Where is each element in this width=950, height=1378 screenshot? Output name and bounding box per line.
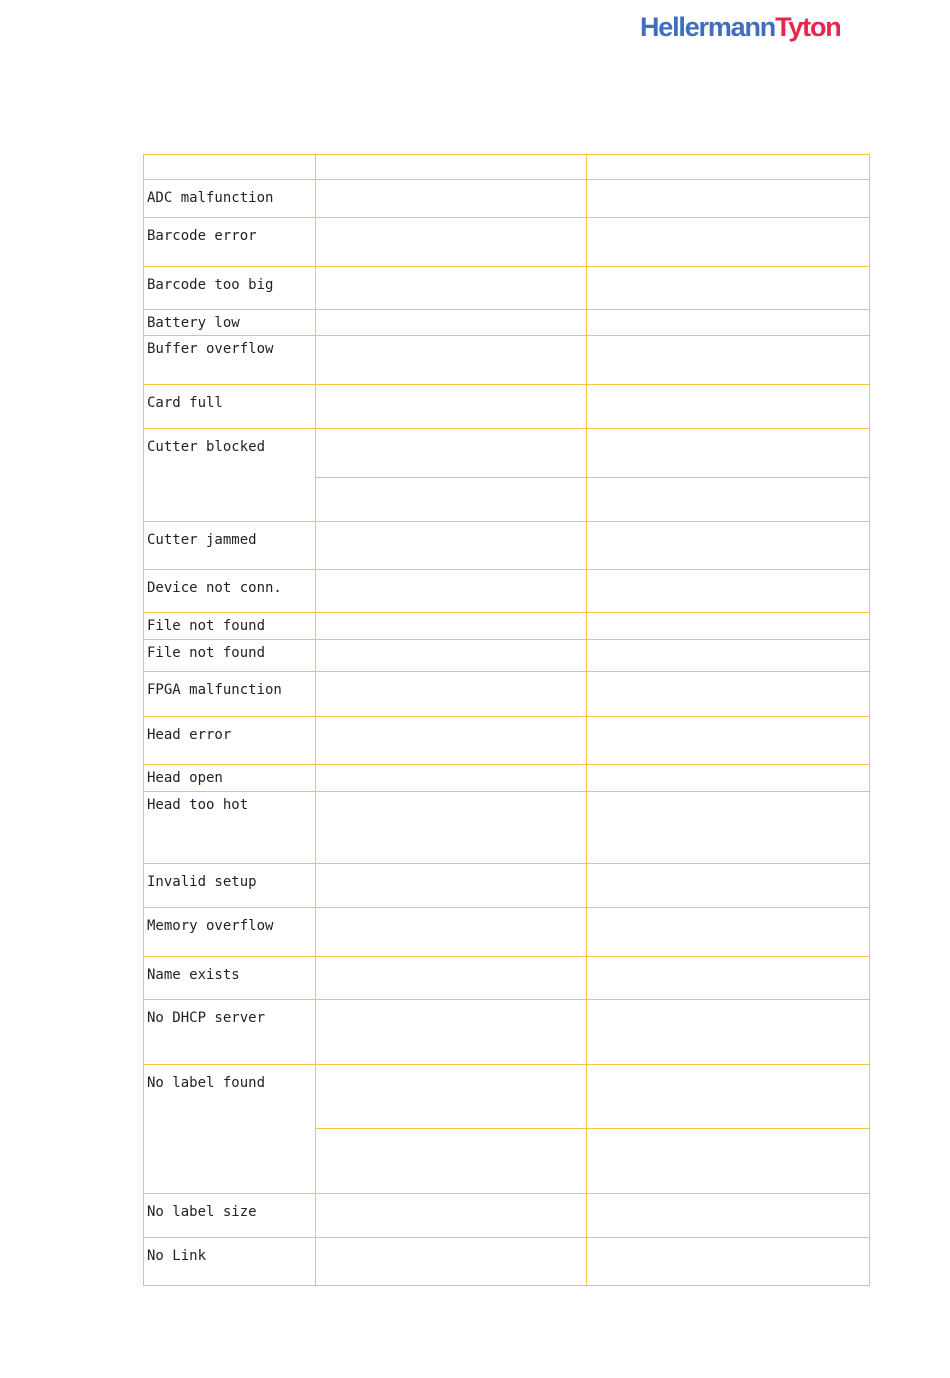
header-cell-1	[144, 155, 316, 180]
error-message-cell: Barcode too big	[144, 267, 316, 310]
table-row	[144, 570, 870, 613]
error-message-cell: Barcode error	[144, 218, 316, 267]
error-message-cell: Invalid setup	[144, 864, 316, 908]
table-row	[144, 957, 870, 1000]
table-row	[144, 429, 870, 478]
table-row	[144, 267, 870, 310]
error-message-cell: File not found	[144, 640, 316, 672]
table-row	[144, 1194, 870, 1238]
table-row	[144, 1000, 870, 1065]
error-message-cell: Card full	[144, 385, 316, 429]
error-message-cell: Cutter blocked	[144, 429, 316, 522]
error-message-cell: Memory overflow	[144, 908, 316, 957]
error-message-cell: FPGA malfunction	[144, 672, 316, 717]
error-message-cell: ADC malfunction	[144, 180, 316, 218]
table-row	[144, 613, 870, 640]
error-message-cell: No Link	[144, 1238, 316, 1286]
header-cell-3	[587, 155, 870, 180]
table-row	[144, 218, 870, 267]
table-row	[144, 336, 870, 385]
error-messages-table	[143, 154, 870, 1286]
error-message-cell: Cutter jammed	[144, 522, 316, 570]
error-message-cell: Head open	[144, 765, 316, 792]
table-row	[144, 180, 870, 218]
table-row	[144, 672, 870, 717]
error-message-cell: Device not conn.	[144, 570, 316, 613]
hellermanntyton-logo: HellermannTyton	[640, 12, 841, 42]
error-message-cell: Head error	[144, 717, 316, 765]
error-message-cell: File not found	[144, 613, 316, 640]
error-message-cell: No label found	[144, 1065, 316, 1194]
table-row	[144, 792, 870, 864]
header-cell-2	[316, 155, 587, 180]
table-row	[144, 522, 870, 570]
table-row	[144, 908, 870, 957]
error-message-cell: Buffer overflow	[144, 336, 316, 385]
table-row	[144, 765, 870, 792]
table-row	[144, 864, 870, 908]
error-message-cell: Name exists	[144, 957, 316, 1000]
error-message-cell: No DHCP server	[144, 1000, 316, 1065]
table-row	[144, 717, 870, 765]
table-row	[144, 1065, 870, 1129]
error-message-cell: Head too hot	[144, 792, 316, 864]
error-message-cell: Battery low	[144, 310, 316, 336]
table-row	[144, 310, 870, 336]
table-row	[144, 1238, 870, 1286]
table-row	[144, 640, 870, 672]
error-message-cell: No label size	[144, 1194, 316, 1238]
table-header-row	[144, 155, 870, 180]
table-row	[144, 385, 870, 429]
